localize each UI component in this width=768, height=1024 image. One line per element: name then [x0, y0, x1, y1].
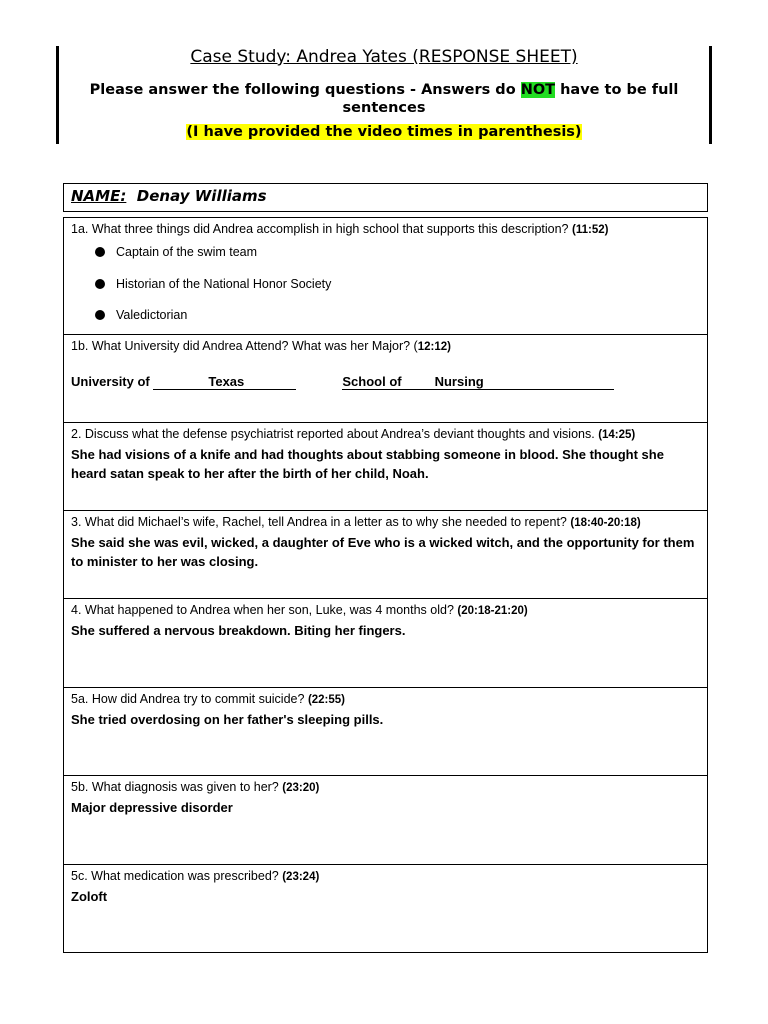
question-label: 4. What happened to Andrea when her son, Luke, was 4 months old? — [71, 603, 454, 617]
response-table — [63, 217, 708, 953]
question-label: 1b. What University did Andrea Attend? What was her Major? ( — [71, 339, 418, 353]
instructions-text-end: have to be full sentences — [342, 82, 679, 116]
video-time-note — [59, 123, 709, 141]
question-row-5b — [64, 775, 707, 864]
question-row-1a — [64, 218, 707, 334]
header-block — [56, 46, 712, 144]
video-time: (18:40-20:18) — [570, 517, 641, 529]
question-row-4 — [64, 598, 707, 687]
university-label: University of — [71, 374, 150, 389]
list-item: Captain of the swim team — [95, 244, 700, 260]
answer-text[interactable]: She said she was evil, wicked, a daughter of Eve who is a wicked witch, and the opportunity for them to minister to her was closing. — [71, 535, 695, 569]
answer-text[interactable]: She suffered a nervous breakdown. Biting her fingers. — [71, 623, 406, 638]
major-value: Nursing — [434, 374, 484, 389]
video-time: (23:20) — [282, 782, 320, 794]
question-text — [71, 514, 700, 531]
university-blank[interactable] — [153, 374, 296, 390]
question-label: 5b. What diagnosis was given to her? — [71, 780, 279, 794]
video-time: (20:18-21:20) — [457, 605, 528, 617]
video-time-note-text: (I have provided the video times in parenthesis) — [186, 124, 582, 140]
question-text — [71, 602, 700, 619]
question-text — [71, 338, 700, 355]
video-time: (14:25) — [598, 429, 636, 441]
page-title: Case Study: Andrea Yates (RESPONSE SHEET) — [190, 47, 578, 67]
question-label: 2. Discuss what the defense psychiatrist reported about Andrea’s deviant thoughts and visions. — [71, 427, 595, 441]
video-time: 12:12) — [417, 341, 451, 353]
question-label: 5a. How did Andrea try to commit suicide? — [71, 692, 305, 706]
question-text — [71, 426, 700, 443]
highlight-not: NOT — [520, 82, 556, 98]
answer-text[interactable]: She had visions of a knife and had thoughts about stabbing someone in blood. She thought she heard satan speak to her after the birth of her child, Noah. — [71, 447, 664, 481]
name-label: NAME: — [71, 187, 127, 205]
university-value: Texas — [208, 374, 245, 389]
question-text — [71, 868, 700, 885]
answer-bullet-list — [71, 244, 700, 323]
name-value: Denay Williams — [136, 187, 267, 205]
major-blank[interactable] — [342, 374, 614, 390]
instructions — [79, 81, 689, 117]
question-text — [71, 221, 700, 238]
question-text — [71, 691, 700, 708]
list-item: Valedictorian — [95, 307, 700, 323]
question-row-2 — [64, 422, 707, 510]
instructions-text-start: Please answer the following questions - Answers do — [89, 82, 521, 98]
video-time: (22:55) — [307, 694, 346, 706]
name-field[interactable] — [63, 183, 708, 212]
question-row-5c — [64, 864, 707, 952]
question-row-3 — [64, 510, 707, 598]
video-time: (11:52) — [572, 224, 609, 236]
school-label: School of — [342, 374, 402, 389]
list-item: Historian of the National Honor Society — [95, 276, 700, 292]
answer-text[interactable]: Zoloft — [71, 889, 108, 904]
question-text — [71, 779, 700, 796]
video-time: (23:24) — [282, 871, 320, 883]
answer-text[interactable]: She tried overdosing on her father's sleeping pills. — [71, 712, 384, 727]
question-label: 3. What did Michael’s wife, Rachel, tell Andrea in a letter as to why she needed to repent? — [71, 515, 567, 529]
question-label: 5c. What medication was prescribed? — [71, 869, 279, 883]
question-row-5a — [64, 687, 707, 775]
question-label: 1a. What three things did Andrea accomplish in high school that supports this description? — [71, 222, 569, 236]
university-answer — [71, 374, 700, 390]
answer-text[interactable]: Major depressive disorder — [71, 800, 233, 815]
question-row-1b — [64, 334, 707, 422]
